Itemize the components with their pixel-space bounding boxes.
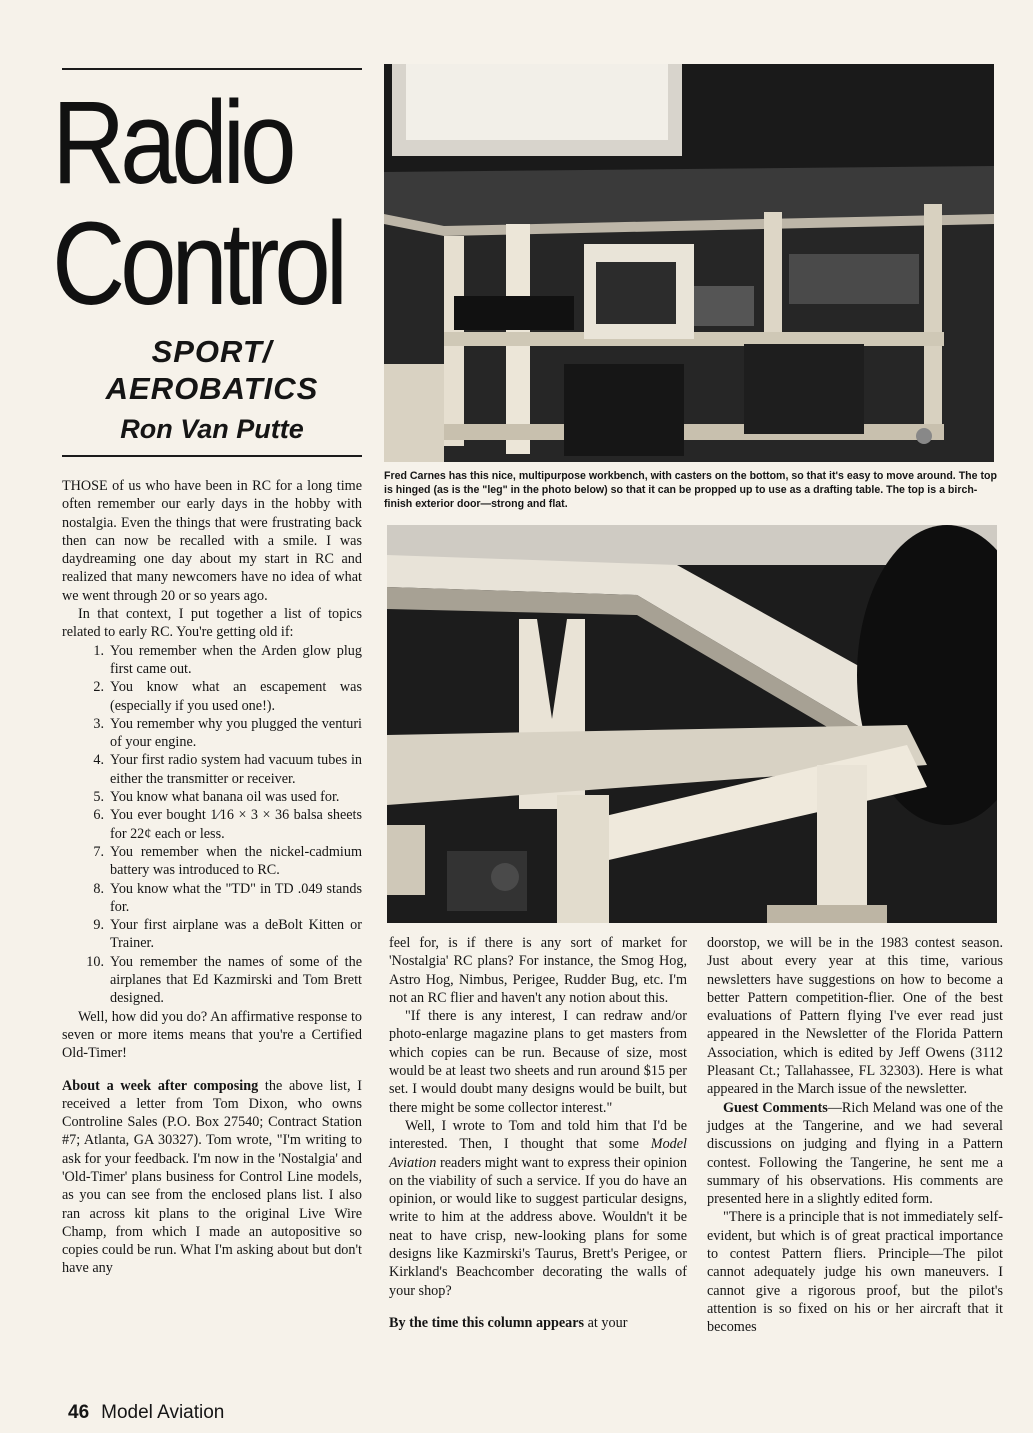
title-top-rule [62,68,362,70]
title-line-1: Radio [52,77,292,209]
hinged-leg-photo-drawing [387,525,997,923]
list-item: 4. Your first radio system had vacuum tubes in either the transmitter or receiver. [93,752,362,787]
guest-comments-heading: Guest Comments [723,1099,828,1116]
column-1 [62,477,362,1278]
list-item: 10. You remember the names of some of the airplanes that Ed Kazmirski and Tom Brett designed. [86,953,362,1007]
workbench-photo-drawing [384,64,994,462]
context-paragraph: In that context, I put together a list of topics related to early RC. You're getting old if: [62,606,362,641]
workbench-photo [384,64,994,462]
list-item: 3. You remember why you plugged the venturi of your engine. [93,715,362,751]
list-item: 7. You remember when the nickel-cadmium battery was introduced to RC. [93,843,362,879]
section-subtitle-2: AEROBATICS [105,371,319,406]
page-number: 46 [68,1402,90,1423]
letter-paragraph: About a week after composing the above list, I received a letter from Tom Dixon, who owns Controline Sales (P.O. Box 27540; Contract Station #7; Atlanta, GA 30327). Tom wrote, "I'm writing to ask for your feedback. I'm now in the 'Nostalgia' and 'Old-Timer' plans business for Control Line models, as you can see from the enclosed plans list. I also ran across kit plans to the original Live Wire Champ, from which I made an autopositive so copies could be run. What I'm asking about but don't have any [62,1077,362,1277]
letter-lead-in: About a week after composing [62,1077,259,1094]
guest-comments-paragraph: Guest Comments—Rich Meland was one of the judges at the Tangerine, and we had several discussions on judging and flying in a Pattern contest. Following the Tangerine, he sent me a summary of his observations. His comments are presented here in a slightly edited form. [707,1099,1003,1208]
hinged-leg-photo [387,525,997,923]
principle-paragraph: "There is a principle that is not immediately self-evident, but which is of great practical importance to contest Pattern fliers. Principle—The pilot cannot adequately judge his own maneuvers. I cannot give a rigorous proof, but the pilot's attention is so fixed on his or her aircraft that it becomes [707,1209,1003,1336]
newsletter-paragraph: doorstop, we will be in the 1983 contest season. Just about every year at this time, various newsletters have suggestions on how to become a better Pattern competition-flier. One of the best evaluations of Pattern flying I've ever read just appeared in the Newsletter of the Florida Pattern Association, which is edited by Jeff Owens (3112 Pleasant Ct.; Tallahassee, FL 32303). Here is what appeared in the March issue of the newsletter. [707,935,1003,1098]
list-item: 5. You know what banana oil was used for. [93,789,340,806]
old-timer-list [62,642,362,1008]
title-line-2: Control [52,198,344,330]
magazine-name: Model Aviation [389,1136,687,1171]
letter-quote: "If there is any interest, I can redraw and/or photo-enlarge magazine plans to get masters from which copies can be run. Because of size, most would be at least two sheets and run around $15 per set. I would doubt many designs would be built, but there might be some collector interest." [389,1008,687,1116]
season-lead-in: By the time this column appears [389,1314,585,1331]
list-item: 1. You remember when the Arden glow plug first came out. [93,642,362,677]
list-item: 2. You know what an escapement was (especially if you used one!). [93,679,362,714]
intro-paragraph: THOSE of us who have been in RC for a long time often remember our early days in the hobby with nostalgia. Even the things that were frustrating back then can now be recalled with a smile. I was daydreaming one day about my start in RC and realized that many newcomers have no idea of what we went through 20 or so years ago. [62,478,362,604]
list-item: 6. You ever bought 1⁄16 × 3 × 36 balsa sheets for 22¢ each or less. [93,807,362,842]
season-paragraph: By the time this column appears at your [389,1314,628,1331]
publication-name: Model Aviation [101,1402,225,1423]
title-bottom-rule [62,455,362,457]
section-subtitle-1: SPORT/ [151,334,273,369]
letter-continued: feel for, is if there is any sort of market for 'Nostalgia' RC plans? For instance, the Smog Hog, Astro Hog, Nimbus, Perigee, Rudder Bug, etc. I'm not an RC flier and haven't any notion about this. [389,935,687,1006]
result-paragraph: Well, how did you do? An affirmative response to seven or more items means that you're a Certified Old-Timer! [62,1008,362,1062]
reply-paragraph: Well, I wrote to Tom and told him that I'd be interested. Then, I thought that some Model Aviation readers might want to express their opinion on the viability of such a service. If you do have an opinion, or would like to suggest particular designs, write to him at the address above. Wouldn't it be neat to have crisp, new-looking plans for some designs like Kazmirski's Taurus, Brett's Perigee, or Kirkland's Beachcomber decorating the walls of your shop? [389,1117,687,1299]
column-3 [707,934,1003,1337]
column-2 [389,934,687,1332]
page-footer [68,1402,224,1424]
list-item: 8. You know what the "TD" in TD .049 stands for. [93,880,362,915]
author-byline: Ron Van Putte [120,414,304,444]
photo-caption: Fred Carnes has this nice, multipurpose workbench, with casters on the bottom, so that it's easy to move around. The top is hinged (as is the "leg" in the photo below) so that it can be propped up to use as a drafting table. The top is a birch-finish exterior door—strong and flat. [384,470,997,510]
list-item: 9. Your first airplane was a deBolt Kitten or Trainer. [93,917,362,952]
